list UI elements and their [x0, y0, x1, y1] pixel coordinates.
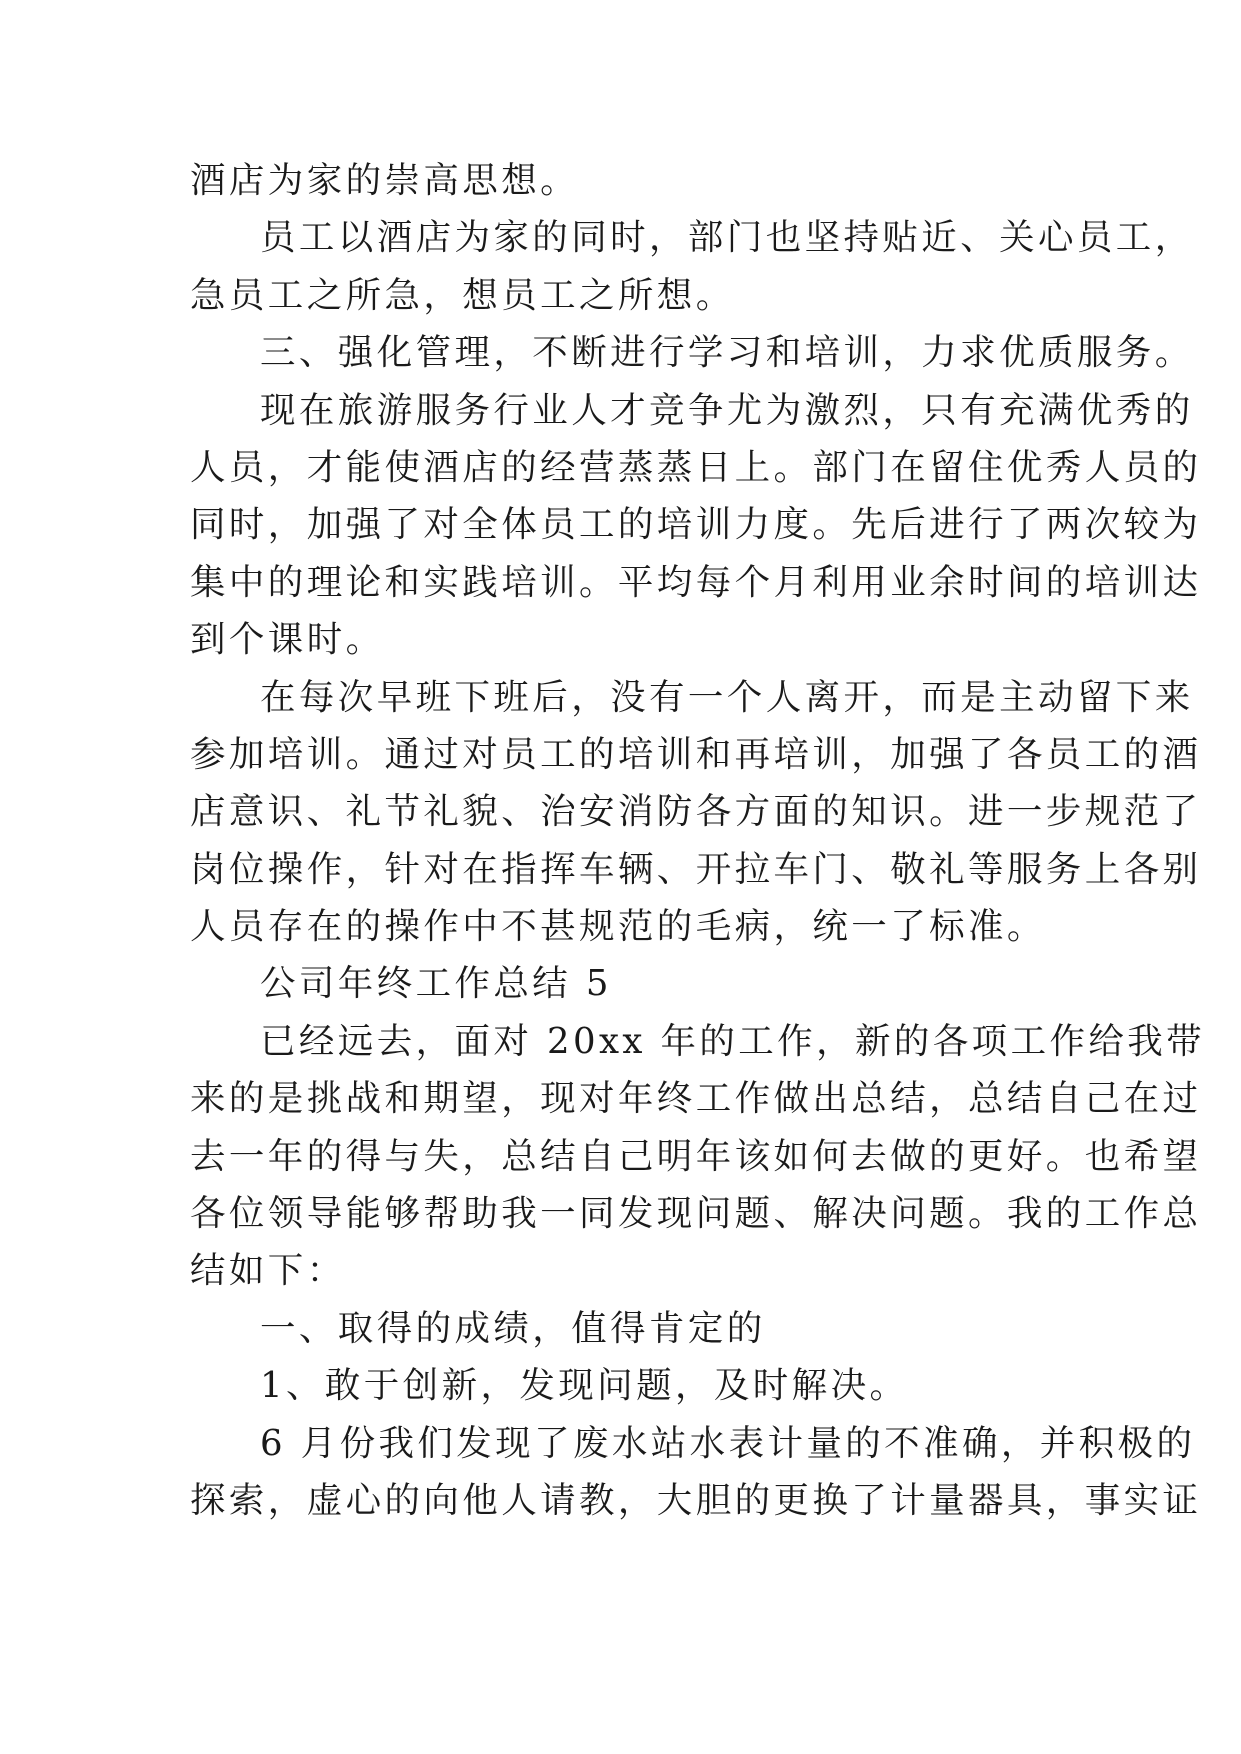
text-line: 人员，才能使酒店的经营蒸蒸日上。部门在留住优秀人员的 — [190, 446, 1202, 488]
paragraph-start: 已经远去，面对 20xx 年的工作，新的各项工作给我带 — [260, 1020, 1206, 1062]
section-heading-1: 一、取得的成绩，值得肯定的 — [260, 1307, 766, 1349]
text-line: 参加培训。通过对员工的培训和再培训，加强了各员工的酒 — [190, 733, 1202, 775]
text-line: 各位领导能够帮助我一同发现问题、解决问题。我的工作总 — [190, 1193, 1202, 1235]
text-line: 人员存在的操作中不甚规范的毛病，统一了标准。 — [190, 906, 1046, 948]
section-heading-3: 三、强化管理，不断进行学习和培训，力求优质服务。 — [260, 332, 1194, 374]
document-body — [190, 152, 1206, 1529]
text-line: 岗位操作，针对在指挥车辆、开拉车门、敬礼等服务上各别 — [190, 848, 1202, 890]
paragraph-start: 现在旅游服务行业人才竞争尤为激烈，只有充满优秀的 — [260, 389, 1194, 431]
subsection-heading-1: 1、敢于创新，发现问题，及时解决。 — [260, 1365, 909, 1407]
text-line: 探索，虚心的向他人请教，大胆的更换了计量器具，事实证 — [190, 1479, 1202, 1521]
text-line: 同时，加强了对全体员工的培训力度。先后进行了两次较为 — [190, 504, 1202, 546]
text-line: 急员工之所急，想员工之所想。 — [190, 274, 735, 316]
text-line: 店意识、礼节礼貌、治安消防各方面的知识。进一步规范了 — [190, 791, 1202, 833]
text-line: 到个课时。 — [190, 619, 385, 661]
text-line: 集中的理论和实践培训。平均每个月利用业余时间的培训达 — [190, 561, 1202, 603]
paragraph-start: 6 月份我们发现了废水站水表计量的不准确，并积极的 — [260, 1422, 1196, 1464]
text-line: 结如下： — [190, 1250, 346, 1292]
text-line: 来的是挑战和期望，现对年终工作做出总结，总结自己在过 — [190, 1078, 1202, 1120]
paragraph-start: 员工以酒店为家的同时，部门也坚持贴近、关心员工， — [260, 217, 1194, 259]
document-title: 公司年终工作总结 5 — [260, 963, 612, 1005]
text-line: 酒店为家的崇高思想。 — [190, 160, 580, 201]
text-line: 去一年的得与失，总结自己明年该如何去做的更好。也希望 — [190, 1135, 1202, 1177]
paragraph-start: 在每次早班下班后，没有一个人离开，而是主动留下来 — [260, 676, 1194, 718]
